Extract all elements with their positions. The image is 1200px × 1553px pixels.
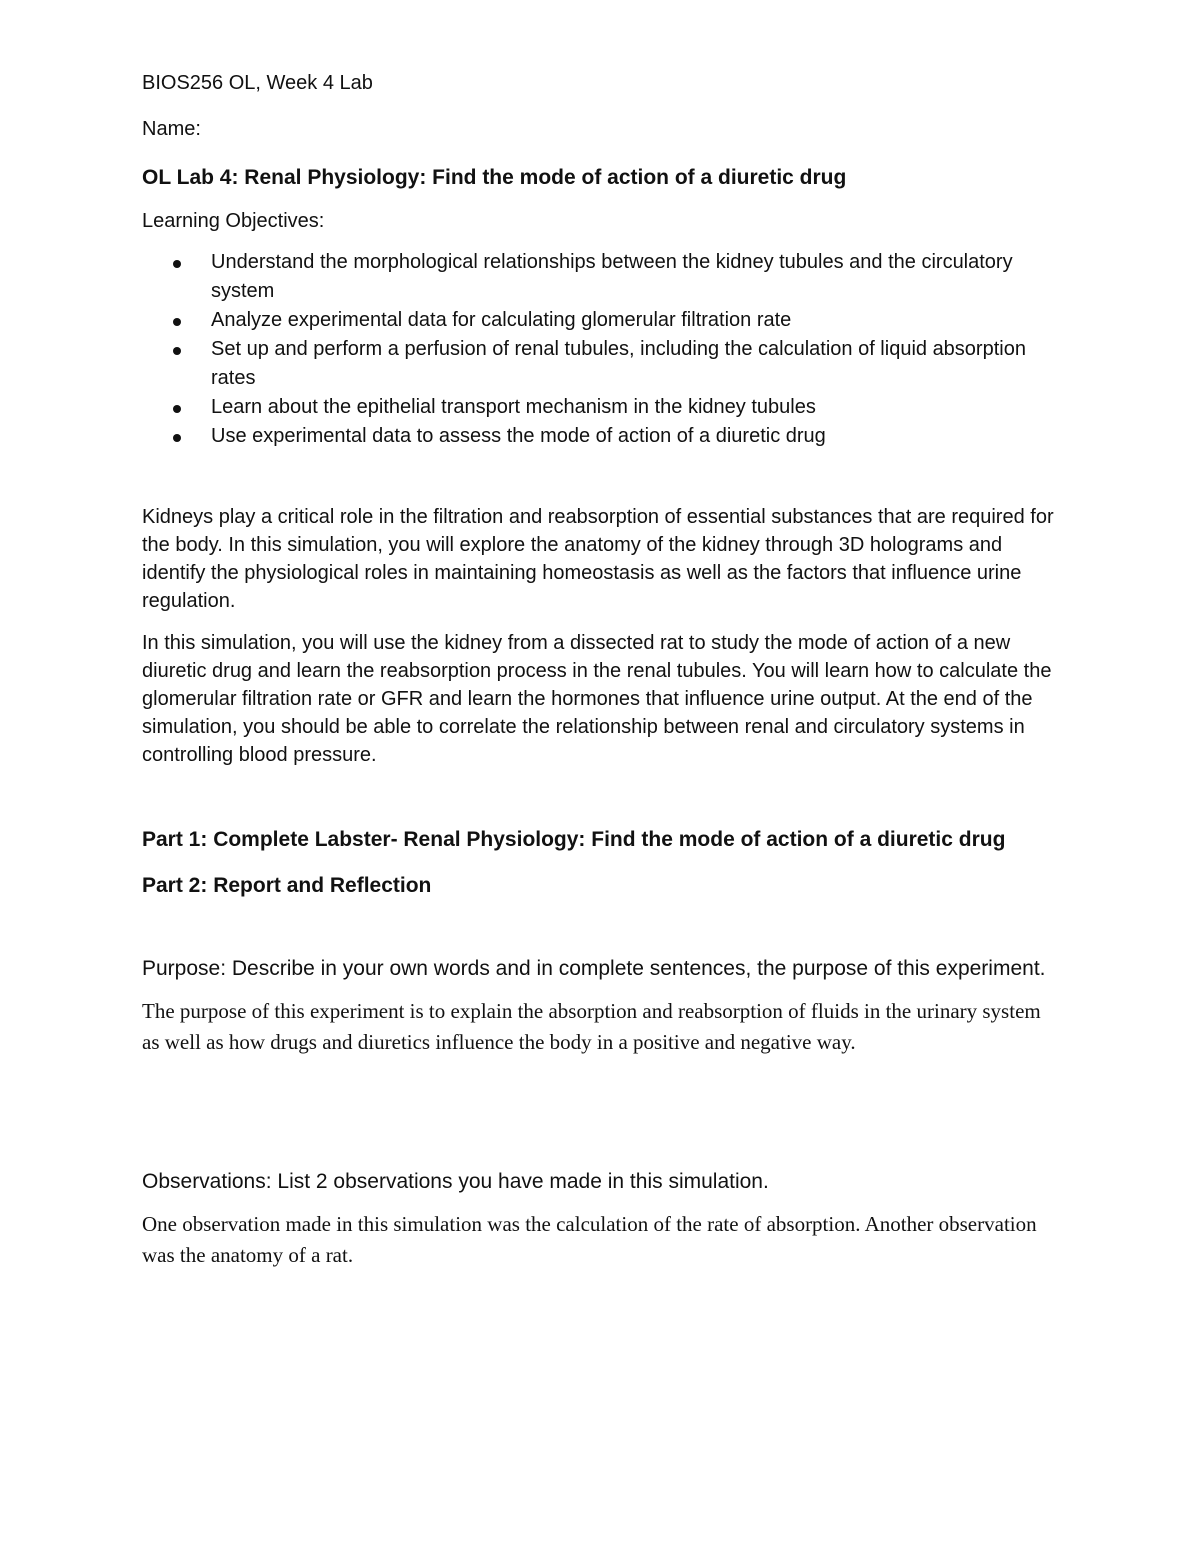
objective-text: Learn about the epithelial transport mechanism in the kidney tubules [211,396,816,418]
objective-item [142,306,1060,335]
objective-item [142,393,1060,422]
objective-text: Set up and perform a perfusion of renal tubules, including the calculation of liquid absorption rates [211,338,1026,389]
name-label: Name: [142,118,201,140]
objectives-label: Learning Objectives: [142,210,325,232]
intro-paragraph-1: Kidneys play a critical role in the filtration and reabsorption of essential substances that are required for the body. In this simulation, you will explore the anatomy of the kidney through 3D holograms and identify the physiological roles in maintaining homeostasis as well as the factors that influence urine regulation. [142,506,1054,612]
objective-text: Analyze experimental data for calculating glomerular filtration rate [211,309,792,331]
objective-item [142,422,1060,451]
purpose-answer: The purpose of this experiment is to explain the absorption and reabsorption of fluids in the urinary system as well as how drugs and diuretics influence the body in a positive and negative way. [142,999,1041,1054]
part2-heading: Part 2: Report and Reflection [142,874,432,897]
objective-text: Understand the morphological relationships between the kidney tubules and the circulatory system [211,251,1013,302]
part1-heading: Part 1: Complete Labster- Renal Physiology: Find the mode of action of a diuretic drug [142,828,1006,851]
lab-title: OL Lab 4: Renal Physiology: Find the mode of action of a diuretic drug [142,166,847,189]
observations-answer: One observation made in this simulation was the calculation of the rate of absorption. Another observation was the anatomy of a rat. [142,1212,1037,1267]
observations-prompt: Observations: List 2 observations you have made in this simulation. [142,1170,769,1193]
objective-text: Use experimental data to assess the mode of action of a diuretic drug [211,425,826,447]
document-content [142,70,1060,1271]
purpose-prompt: Purpose: Describe in your own words and in complete sentences, the purpose of this experiment. [142,957,1046,980]
bullet-icon [173,260,181,268]
bullet-icon [173,318,181,326]
bullet-icon [173,347,181,355]
objective-item [142,248,1060,306]
objective-item [142,335,1060,393]
course-header: BIOS256 OL, Week 4 Lab [142,72,373,94]
intro-paragraph-2: In this simulation, you will use the kidney from a dissected rat to study the mode of action of a new diuretic drug and learn the reabsorption process in the renal tubules. You will learn how to calculate the glomerular filtration rate or GFR and learn the hormones that influence urine output. At the end of the simulation, you should be able to correlate the relationship between renal and circulatory systems in controlling blood pressure. [142,632,1052,766]
bullet-icon [173,405,181,413]
bullet-icon [173,434,181,442]
objectives-list [142,248,1060,451]
